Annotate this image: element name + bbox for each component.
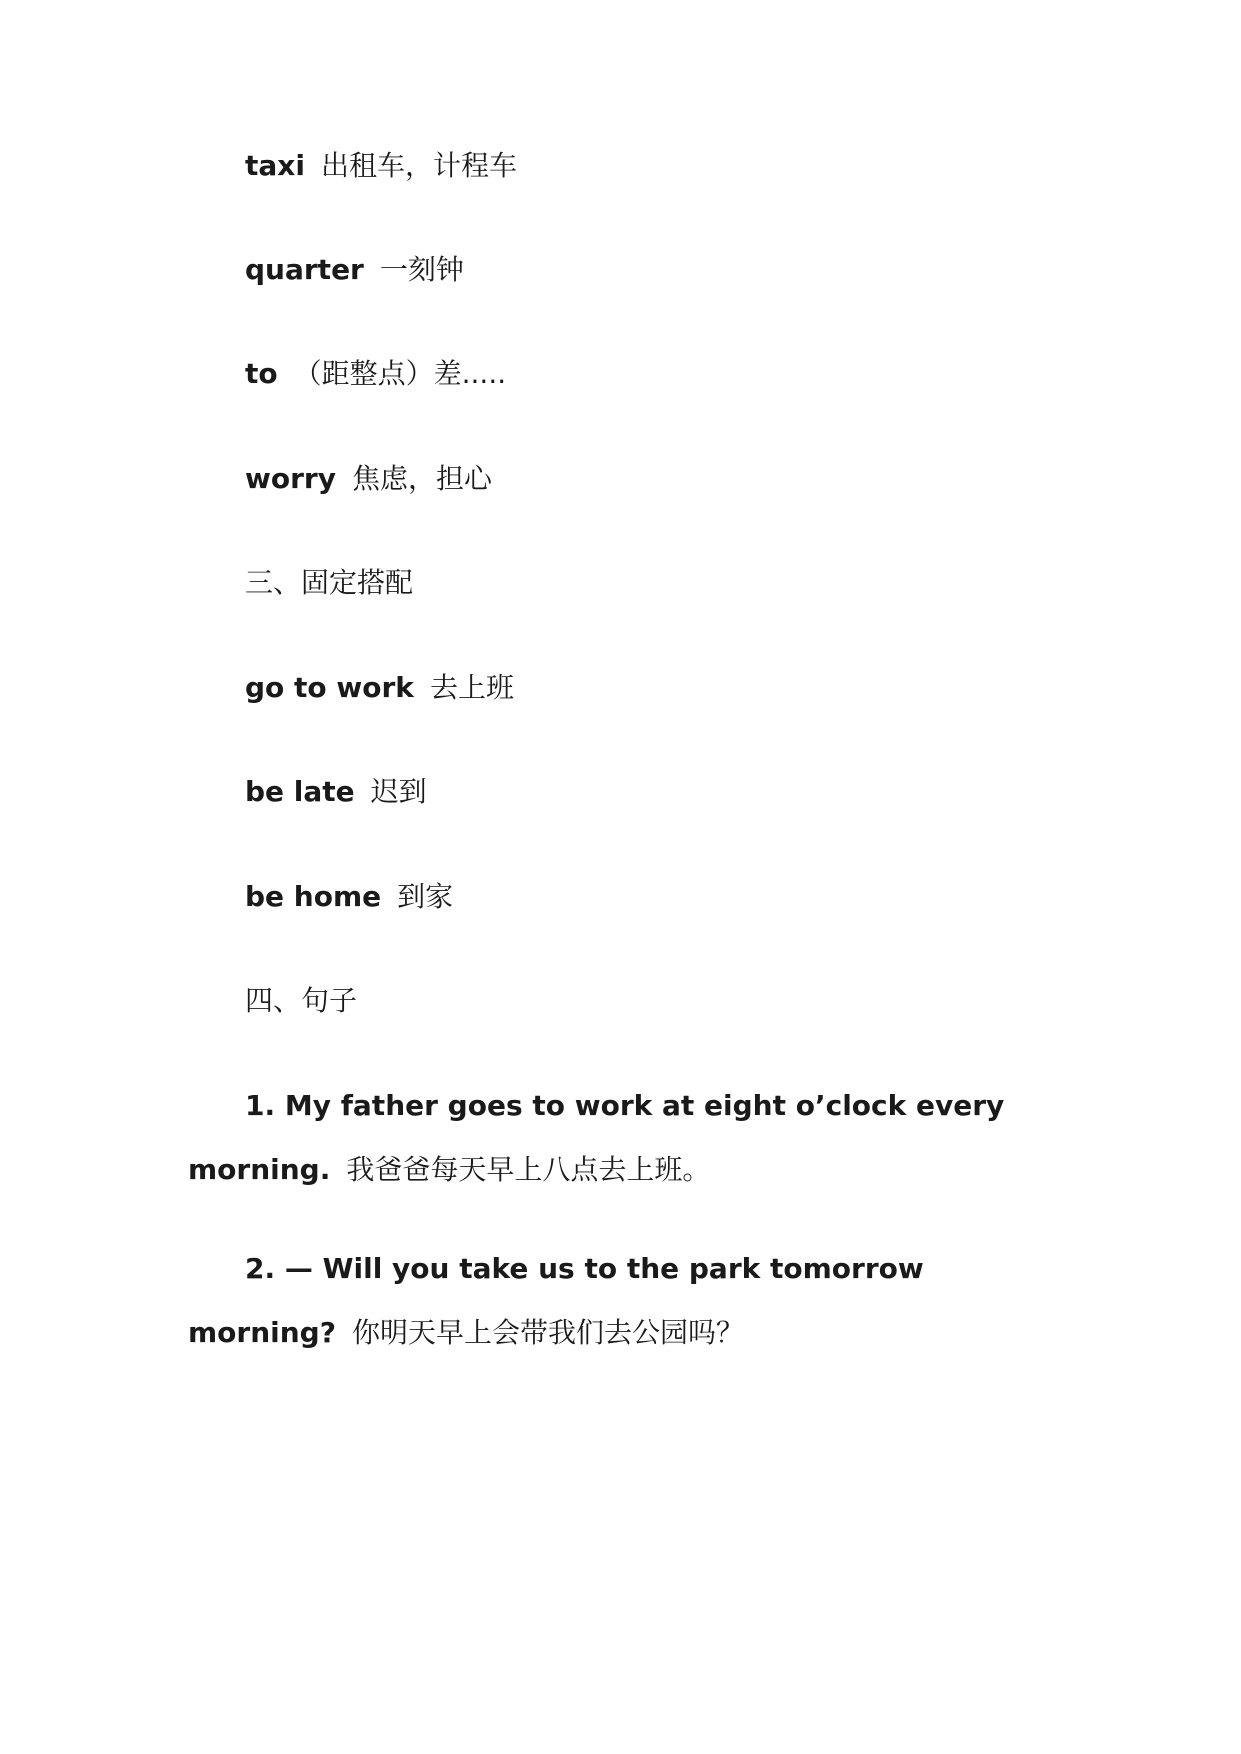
vocab-entry-to (245, 354, 506, 394)
phrase-entry-be-home (245, 877, 453, 917)
vocab-translation: （距整点）差..... (293, 357, 507, 390)
sentence-chinese: 我爸爸每天早上八点去上班。 (346, 1153, 711, 1186)
sentence-2 (188, 1237, 1058, 1365)
section-heading-fixed-phrases: 三、固定搭配 (245, 566, 414, 599)
vocab-translation: 出租车，计程车 (320, 149, 517, 182)
phrase-term: go to work (245, 671, 414, 704)
section-heading-sentences: 四、句子 (245, 984, 358, 1017)
phrase-term: be home (245, 880, 382, 913)
phrase-entry-be-late (245, 772, 427, 812)
phrase-translation: 去上班 (429, 671, 514, 704)
vocab-entry-quarter (245, 250, 464, 290)
sentence-english: Will you take us to the park tomorrow morning? (188, 1252, 924, 1349)
vocab-entry-taxi (245, 146, 517, 186)
phrase-translation: 到家 (397, 880, 454, 913)
vocab-term: quarter (245, 253, 364, 286)
sentence-english: 1. My father goes to work at eight o’clock every morning. (188, 1089, 1005, 1186)
phrase-entry-go-to-work (245, 668, 514, 708)
vocab-entry-worry (245, 459, 492, 499)
sentence-chinese: 你明天早上会带我们去公园吗？ (351, 1316, 744, 1349)
sentence-1 (188, 1074, 1058, 1202)
sentence-number: 2. — (245, 1252, 323, 1285)
vocab-term: taxi (245, 149, 305, 182)
phrase-translation: 迟到 (370, 775, 427, 808)
vocab-translation: 焦虑，担心 (351, 462, 492, 495)
vocab-term: worry (245, 462, 336, 495)
vocab-translation: 一刻钟 (379, 253, 464, 286)
vocab-term: to (245, 357, 278, 390)
phrase-term: be late (245, 775, 355, 808)
